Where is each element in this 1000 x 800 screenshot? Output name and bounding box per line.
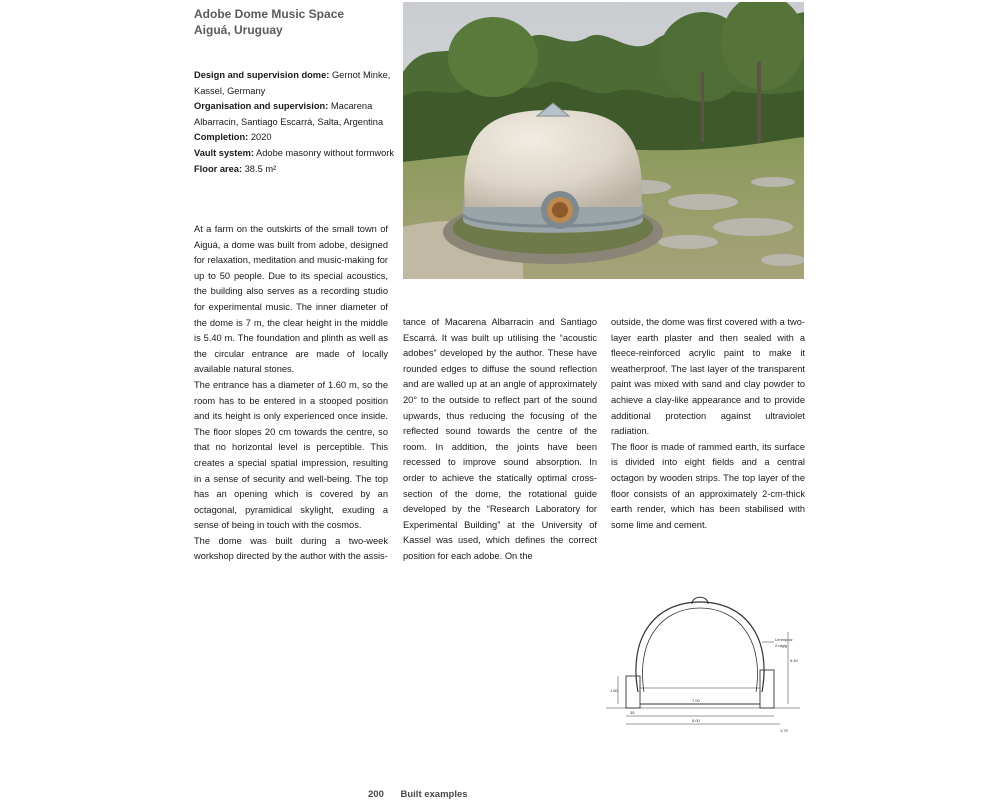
paragraph: At a farm on the outskirts of the small town of Aiguá, a dome was built from adobe, designed for relaxation, meditation and music-making for up to 50 people. Due to its special acoustics, the building also serves as a recording studio for experimental music. The inner diameter of the dome is 7 m, the clear height in the middle is 5.40 m. The foundation and plinth as well as the circular entrance are made of locally available natural stones. [194, 224, 388, 375]
page-number: 200 [368, 789, 384, 800]
paragraph: tance of Macarena Albarracin and Santiago Escarrá. It was built up utilising the “acoustic adobes” developed by the author. These have rounded edges to diffuse the sound reflection and are walled up at an angle of approximately 20° to the outside to reflect part of the sound upwards, thus reducing the focusing of the reflected sound towards the centre of the room. In addition, the joints have been recessed to improve sound absorption. In order to achieve the statically optimal cross-section of the dome, the rotational guide developed by the “Research Laboratory for Experimental Building” at the University of Kassel was used, which defines the correct position for each adobe. On the [403, 317, 597, 561]
dome-section-diagram [600, 592, 810, 737]
paragraph: The entrance has a diameter of 1.60 m, so the room has to be entered in a stooped position and its height is only experienced once inside. The floor slopes 20 cm towards the centre, so that no horizontal level is perceptible. This creates a special spatial impression, resulting in a sense of security and well-being. The top has an opening which is covered by an octagonal, pyramidical skylight, exuding a sense of being in touch with the cosmos. [194, 379, 388, 531]
paragraph: outside, the dome was first covered with a two-layer earth plaster and then sealed with a fleece-reinforced acrylic paint to make it weatherproof. The last layer of the transparent paint was mixed with sand and clay powder to achieve a clay-like appearance and to provide additional protection against ultraviolet radiation. [611, 317, 805, 437]
dome-photo-illustration [403, 2, 804, 279]
fact-item: Organisation and supervision: Macarena Albarracin, Santiago Escarrá, Salta, Argentina [194, 101, 384, 127]
paragraph: The dome was built during a two-week workshop directed by the author with the assis- [194, 535, 388, 562]
page-location: Aiguá, Uruguay [194, 23, 283, 37]
section-title: Built examples [400, 789, 468, 800]
paragraph: The floor is made of rammed earth, its surface is divided into eight fields and a central octagon by wooden strips. The top layer of the floor consists of an approximately 2-cm-thick earth render, which has been stabilised with some lime and cement. [611, 441, 805, 530]
fact-item: Design and supervision dome: Gernot Minke, Kassel, Germany [194, 70, 391, 96]
drawing-scale: 1:75 [780, 728, 788, 733]
text-column-1 [194, 222, 388, 565]
text-column-2 [403, 315, 597, 565]
drawing-dim-height: 5.40 [790, 658, 798, 663]
title-block [194, 6, 394, 38]
fact-item: Vault system: Adobe masonry without formwork [194, 147, 394, 158]
page-title: Adobe Dome Music Space [194, 7, 345, 21]
text-column-3 [611, 315, 805, 533]
fact-item: Completion: 2020 [194, 132, 272, 143]
section-drawing [600, 592, 810, 737]
fact-item: Floor area: 38.5 m² [194, 163, 277, 174]
drawing-dim-left: 1.60 [610, 688, 618, 693]
fact-sheet [194, 68, 394, 177]
page-footer [368, 789, 468, 800]
dome-photo [403, 2, 804, 279]
drawing-label-plaster: Lehmputz [775, 637, 793, 642]
drawing-dim-mid: 7.00 [692, 698, 700, 703]
drawing-dim-bottom: 8.00 [692, 718, 700, 723]
drawing-label-layers: 2-lagig [775, 643, 788, 648]
drawing-dim-small: 35 [630, 710, 635, 715]
